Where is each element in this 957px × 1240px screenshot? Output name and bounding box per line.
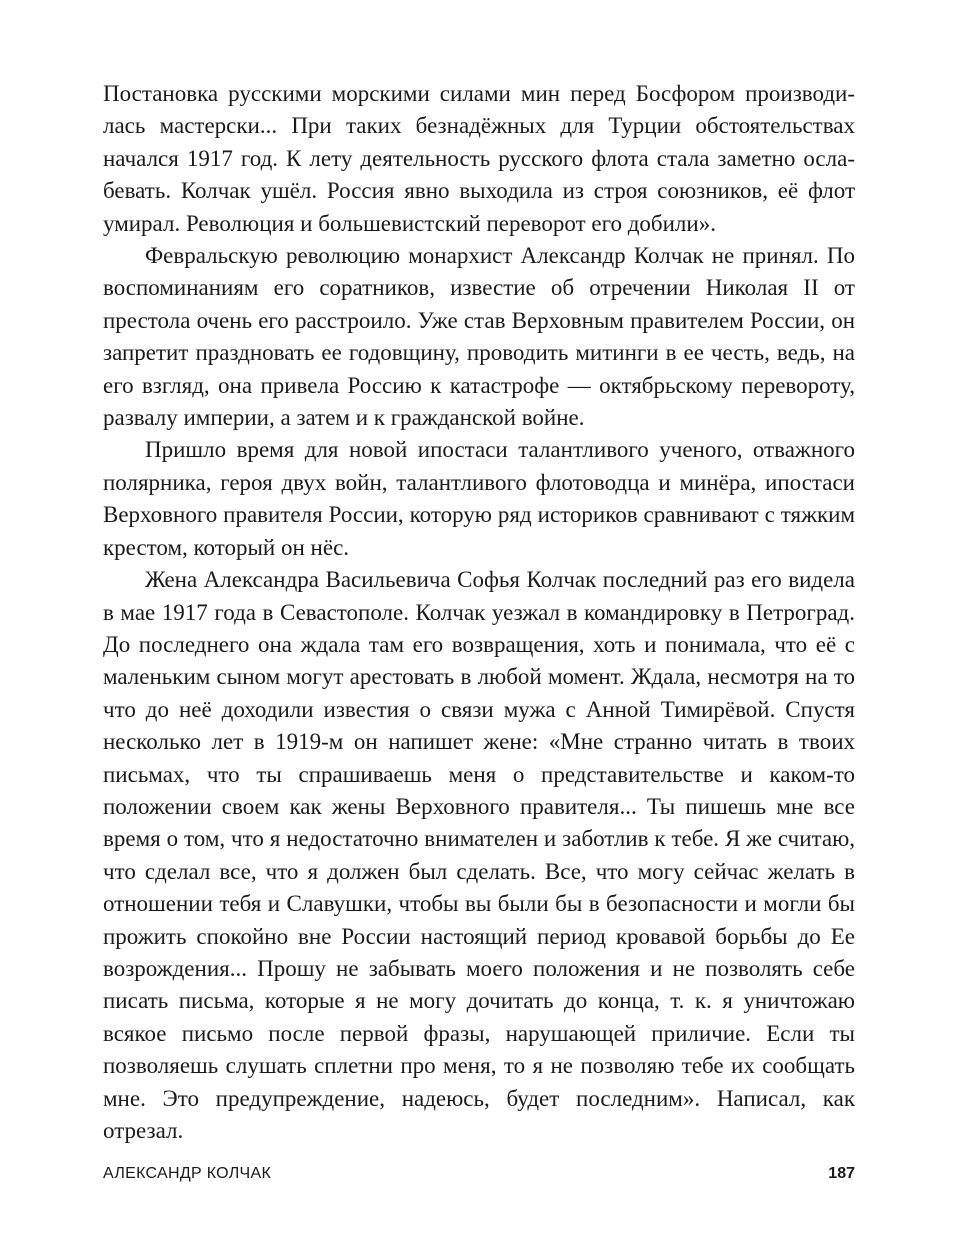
running-title: АЛЕКСАНДР КОЛЧАК	[103, 1165, 272, 1182]
paragraph-2: Февральскую революцию монархист Александр Колчак не принял. По воспоминаниям его соратников, известие об отречении Николая II от престола очень его расстроило. Уже став Верховным правителем России, он запретит праздновать ее годовщину, проводить митинги в ее честь, ведь, на его взгляд, она привела Россию к катастрофе — октябрьскому перевороту, развалу империи, а затем и к гражданской войне.	[103, 243, 855, 431]
paragraph-3: Пришло время для новой ипостаси талантливого ученого, отважного полярника, героя двух войн, талантливого флотоводца и минёра, ипостаси Верховного правителя России, которую ряд историков сравнивают с тяжким крестом, который он нёс.	[103, 437, 855, 560]
paragraph-1: Постановка русскими морскими силами мин перед Босфором производилась мастерски... При таких безнадёжных для Турции обстоятельствах начался 1917 год. К лету деятельность русского флота стала заметно ослабевать. Колчак ушёл. Россия явно выходила из строя союзников, её флот умирал. Революция и большевистский переворот его добили».	[103, 81, 855, 236]
paragraph-4: Жена Александра Васильевича Софья Колчак последний раз его видела в мае 1917 года в Севастополе. Колчак уезжал в командировку в Петроград. До последнего она ждала там его возвращения, хоть и понимала, что её с маленьким сыном могут арестовать в любой момент. Ждала, несмотря на то что до неё доходили известия о связи мужа с Анной Тимирёвой. Спустя несколько лет в 1919-м он напишет жене: «Мне странно читать в твоих письмах, что ты спрашиваешь меня о представительстве и каком-то положении своем как жены Верховного правителя... Ты пишешь мне все время о том, что я недостаточно внимателен и заботлив к тебе. Я же считаю, что сделал все, что я должен был сделать. Все, что могу сейчас желать в отношении тебя и Славушки, чтобы вы были бы в безопасности и могли бы прожить спокойно вне России настоящий период кровавой борьбы до Ее возрождения... Прошу не забывать моего положения и не позволять себе писать письма, которые я не могу дочитать до конца, т. к. я уничтожаю всякое письмо после первой фразы, нарушающей приличие. Если ты позволяешь слушать сплетни про меня, то я не позволяю тебе их сообщать мне. Это предупреждение, надеюсь, будет последним». Написал, как отрезал.	[103, 567, 855, 1143]
page-footer	[103, 1165, 855, 1189]
page-number: 187	[828, 1165, 855, 1182]
body-text	[103, 78, 855, 1147]
